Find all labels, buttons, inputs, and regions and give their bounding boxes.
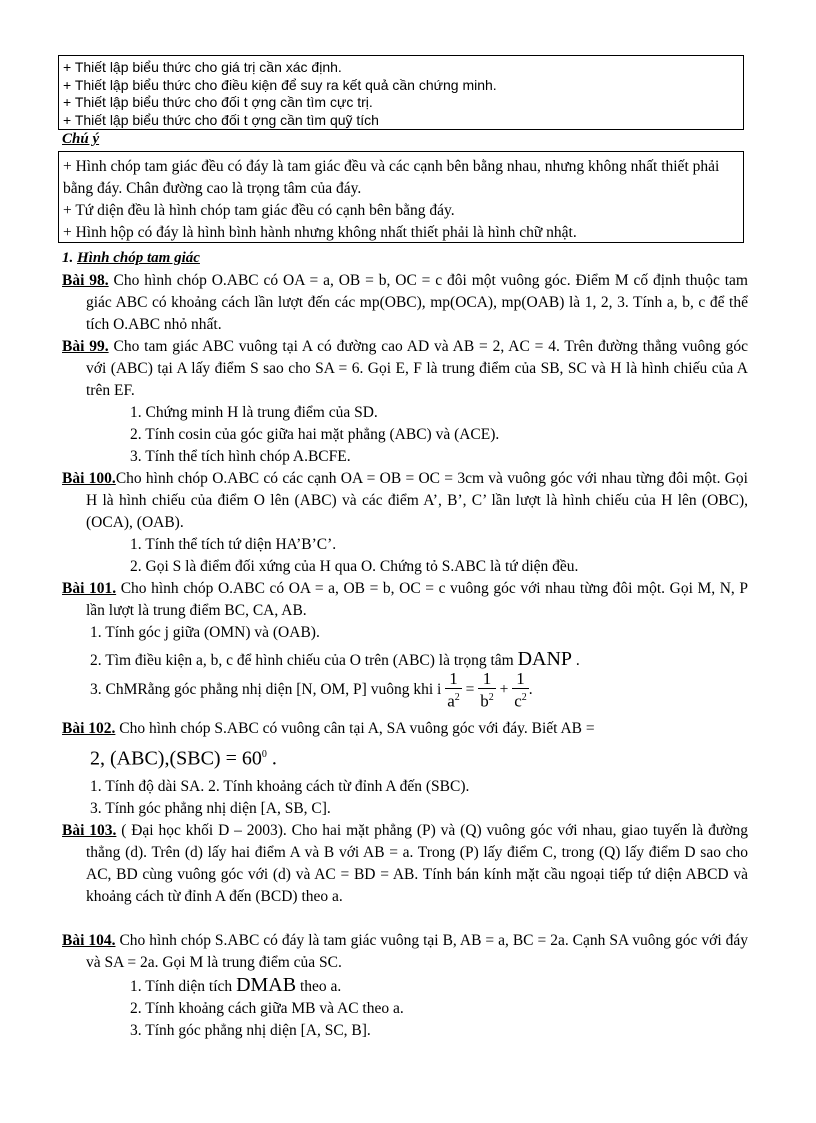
note-line: + Hình hộp có đáy là hình bình hành nhưng không nhất thiết phải là hình chữ nhật. bbox=[63, 224, 577, 241]
problem-label: Bài 103. bbox=[62, 822, 117, 839]
problem-item: 1. Tính thể tích tứ diện HA’B’C’. bbox=[130, 536, 337, 553]
problem-text: Cho hình chóp O.ABC có OA = a, OB = b, OC = c vuông góc với nhau từng đôi một. Gọi M, N, P lần lượt là trung điểm BC, CA, AB. bbox=[86, 580, 748, 619]
problem-104 bbox=[62, 930, 748, 974]
problem-item: 3. Tính thể tích hình chóp A.BCFE. bbox=[130, 448, 351, 465]
problem-101 bbox=[62, 578, 748, 622]
problem-label: Bài 102. bbox=[62, 720, 116, 737]
problem-100 bbox=[62, 468, 748, 534]
note-box bbox=[58, 151, 744, 243]
problem-item: 3. Tính góc phẳng nhị diện [A, SC, B]. bbox=[130, 1022, 371, 1039]
problem-102 bbox=[62, 718, 748, 740]
section-heading bbox=[62, 250, 200, 267]
item-text: 3. ChMRằng góc phẳng nhị diện [N, OM, P] vuông khi bbox=[90, 681, 434, 698]
note-heading: Chú ý bbox=[62, 131, 100, 147]
fraction: $\frac{1}{c^2}$ bbox=[514, 669, 527, 711]
method-box bbox=[58, 55, 744, 130]
method-line: + Thiết lập biểu thức cho điều kiện để suy ra kết quả cần chứng minh. bbox=[63, 76, 497, 93]
problem-item: 3. Tính góc phẳng nhị diện [A, SB, C]. bbox=[90, 800, 331, 817]
problem-item: 2. Tìm điều kiện a, b, c để hình chiếu của O trên (ABC) là trọng tâm DANP . bbox=[90, 648, 580, 670]
problem-text: Cho hình chóp O.ABC có các cạnh OA = OB = OC = 3cm và vuông góc với nhau từng đôi một. Gọi H là hình chiếu của điểm O lên (ABC) và các điểm A’, B’, C’ lần lượt là hình chiếu của H lên (OBC), (OCA), (OAB). bbox=[86, 470, 748, 531]
method-line: + Thiết lập biểu thức cho giá trị cần xác định. bbox=[63, 59, 342, 75]
problem-item: 1. Tính độ dài SA. 2. Tính khoảng cách từ đỉnh A đến (SBC). bbox=[90, 778, 470, 795]
problem-text: Cho tam giác ABC vuông tại A có đường cao AD và AB = 2, AC = 4. Trên đường thẳng vuông góc với (ABC) tại A lấy điểm S sao cho SA = 6. Gọi E, F là trung điểm của SB, SC và H là hình chiếu của A trên EF. bbox=[86, 338, 748, 399]
section-number: 1. bbox=[62, 250, 74, 266]
angle-formula: 2, $(ABC),(SBC) = 60^0$ . bbox=[90, 747, 277, 770]
problem-label: Bài 100. bbox=[62, 470, 116, 487]
problem-text: Cho hình chóp S.ABC có vuông cân tại A, SA vuông góc với đáy. Biết AB = bbox=[115, 720, 595, 737]
problem-label: Bài 101. bbox=[62, 580, 117, 597]
problem-item: 1. Tính diện tích DMAB theo a. bbox=[130, 974, 342, 996]
problem-item: 2. Gọi S là điểm đối xứng của H qua O. Chứng tỏ S.ABC là tứ diện đều. bbox=[130, 558, 579, 575]
problem-item: 2. Tính cosin của góc giữa hai mặt phẳng (ABC) và (ACE). bbox=[130, 426, 500, 443]
problem-99 bbox=[62, 336, 748, 402]
problem-item: 1. Chứng minh H là trung điểm của SD. bbox=[130, 404, 378, 421]
problem-item: 3. ChMRằng góc phẳng nhị diện [N, OM, P] vuông khi i $\frac{1}{a^2}$ = $\frac{1}{b^2}$ + $\frac{1}{c^2}$ . bbox=[90, 669, 533, 711]
note-line: + Hình chóp tam giác đều có đáy là tam giác đều và các cạnh bên bằng nhau, nhưng không nhất thiết phải bằng đáy. Chân đường cao là trọng tâm của đáy. bbox=[63, 158, 720, 197]
triangle-symbol: DMAB bbox=[236, 974, 297, 996]
problem-text: Cho hình chóp S.ABC có đáy là tam giác vuông tại B, AB = a, BC = 2a. Cạnh SA vuông góc với đáy và SA = 2a. Gọi M là trung điểm của SC. bbox=[86, 932, 748, 971]
triangle-symbol: DANP bbox=[517, 648, 573, 670]
section-title: Hình chóp tam giác bbox=[77, 250, 200, 266]
fraction: $\frac{1}{b^2}$ bbox=[480, 669, 494, 711]
item-text: 2. Tìm điều kiện a, b, c để hình chiếu của O trên (ABC) là trọng tâm bbox=[90, 652, 514, 669]
problem-label: Bài 104. bbox=[62, 932, 116, 949]
item-text-i: i bbox=[437, 681, 442, 698]
problem-label: Bài 99. bbox=[62, 338, 109, 355]
problem-label: Bài 98. bbox=[62, 272, 109, 289]
note-line: + Tứ diện đều là hình chóp tam giác đều có cạnh bên bằng đáy. bbox=[63, 202, 455, 219]
problem-item: 1. Tính góc j giữa (OMN) và (OAB). bbox=[90, 624, 320, 641]
problem-103 bbox=[62, 820, 748, 908]
fraction: $\frac{1}{a^2}$ bbox=[447, 669, 460, 711]
problem-item: 2. Tính khoảng cách giữa MB và AC theo a. bbox=[130, 1000, 404, 1017]
problem-text: ( Đại học khối D – 2003). Cho hai mặt phẳng (P) và (Q) vuông góc với nhau, giao tuyến là đường thẳng (d). Trên (d) lấy hai điểm A và B với AB = a. Trong (P) lấy điểm C, trong (Q) lấy điểm D sao cho AC, BD cùng vuông góc với (d) và AC = BD = AB. Tính bán kính mặt cầu ngoại tiếp tứ diện ABCD và khoảng cách từ đỉnh A đến (BCD) theo a. bbox=[86, 822, 748, 905]
problem-98 bbox=[62, 270, 748, 336]
problem-text: Cho hình chóp O.ABC có OA = a, OB = b, OC = c đôi một vuông góc. Điểm M cố định thuộc tam giác ABC có khoảng cách lần lượt đến các mp(OBC), mp(OCA), mp(OAB) là 1, 2, 3. Tính a, b, c để thể tích O.ABC nhỏ nhất. bbox=[86, 272, 748, 333]
method-line: + Thiết lập biểu thức cho đối t ợng cần tìm quỹ tích bbox=[63, 111, 379, 128]
method-line: + Thiết lập biểu thức cho đối t ợng cần tìm cực trị. bbox=[63, 94, 373, 110]
